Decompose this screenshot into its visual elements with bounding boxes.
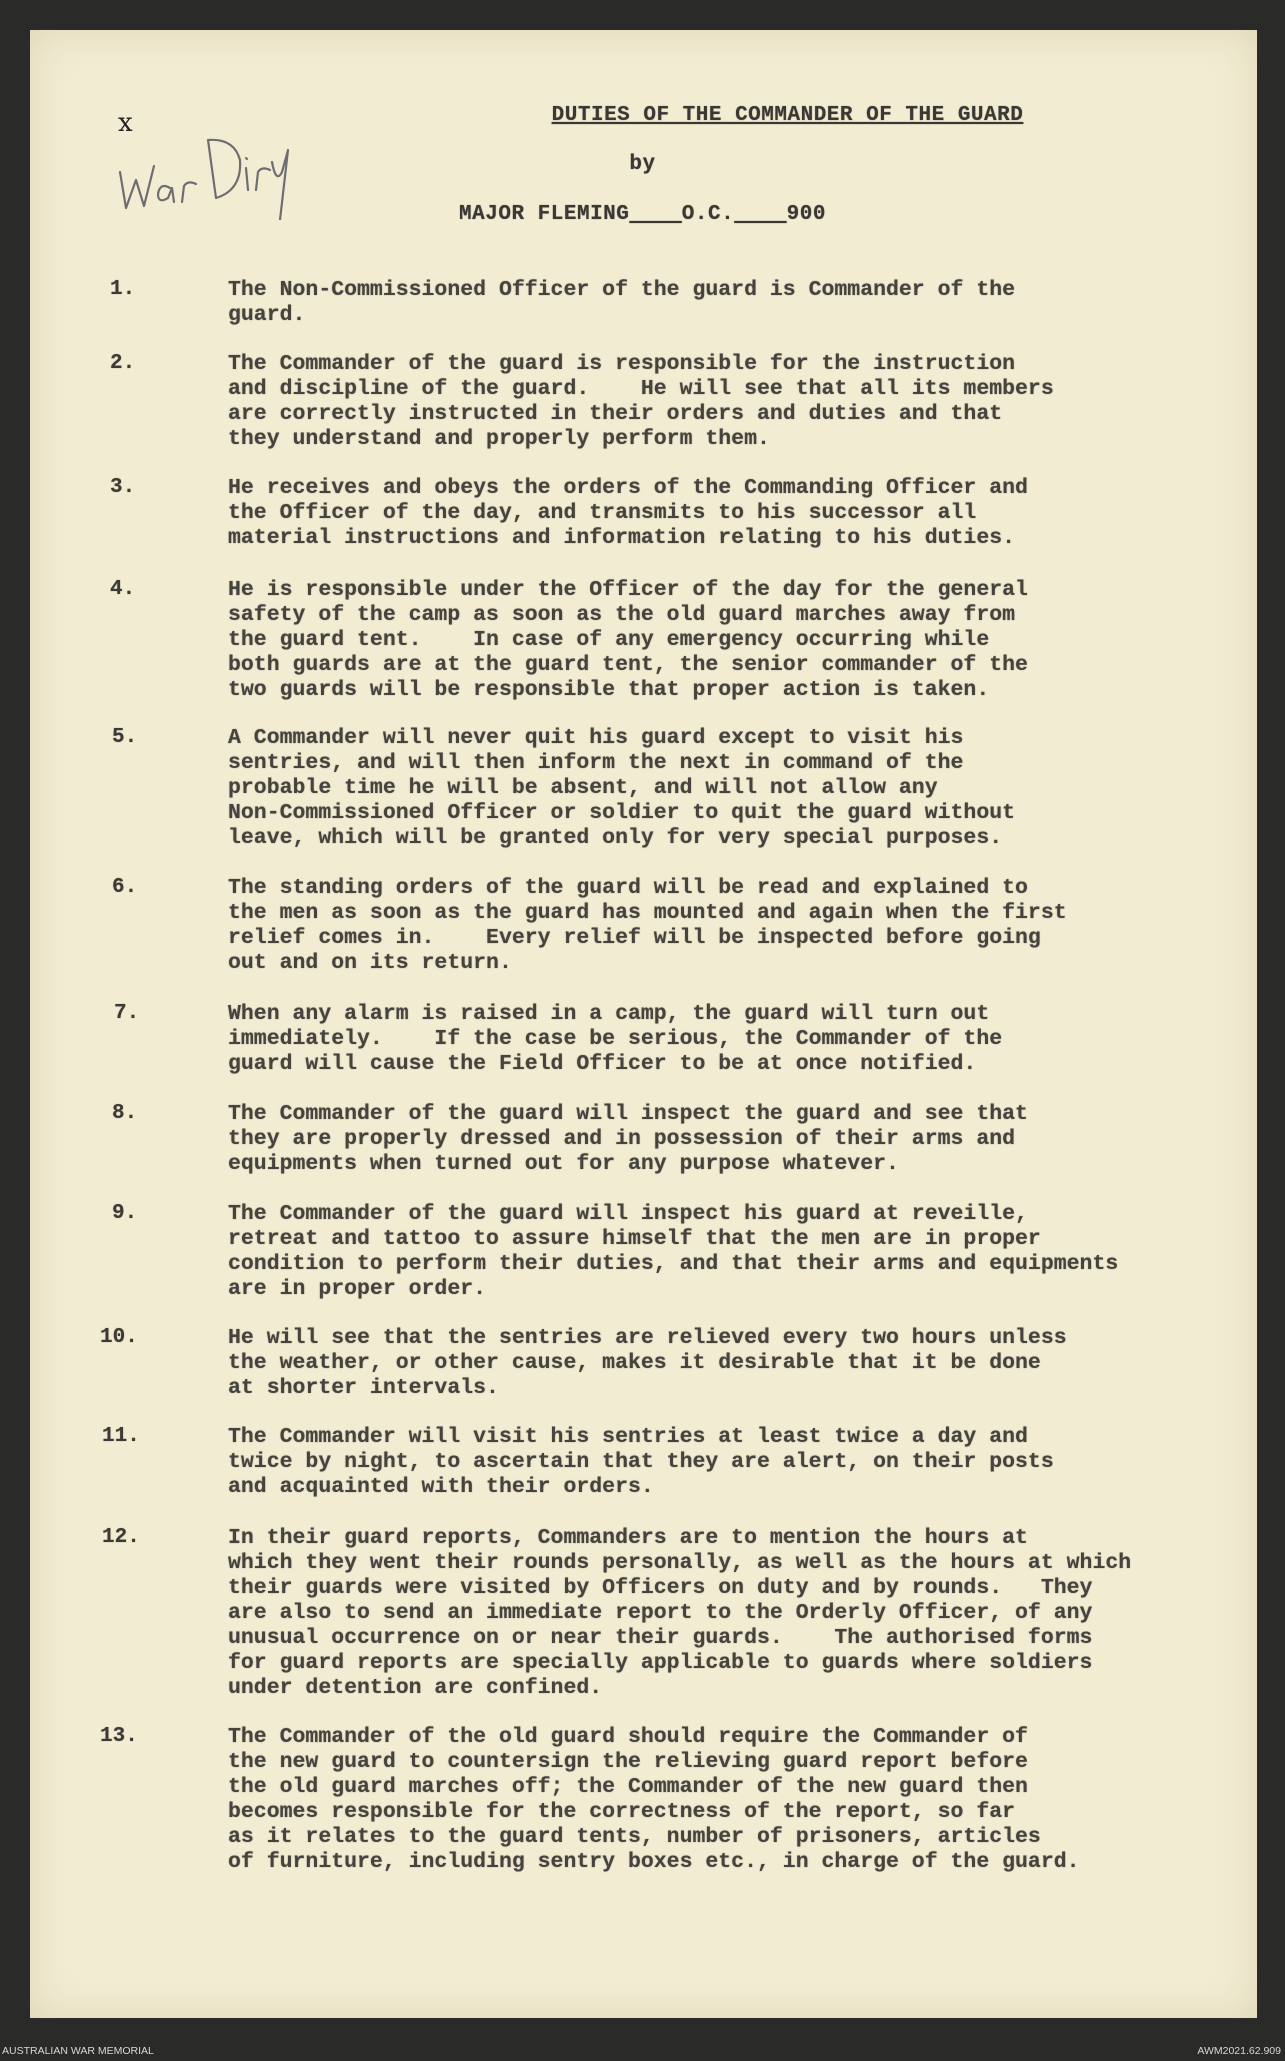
item-text xyxy=(228,1326,1268,1401)
item-line: are also to send an immediate report to the Orderly Officer, of any xyxy=(228,1601,1093,1625)
item-line: The Non-Commissioned Officer of the guard is Commander of the xyxy=(228,278,1016,302)
item-line: the weather, or other cause, makes it desirable that it be done xyxy=(228,1351,1041,1375)
item-line: the old guard marches off; the Commander of the new guard then xyxy=(228,1775,1028,1799)
item-number: 13. xyxy=(100,1725,138,1748)
item-line: He is responsible under the Officer of the day for the general xyxy=(228,578,1028,602)
item-line: safety of the camp as soon as the old guard marches away from xyxy=(228,603,1016,627)
item-line: the guard tent. In case of any emergency occurring while xyxy=(228,628,990,652)
item-number: 6. xyxy=(112,876,138,899)
author-line xyxy=(0,203,1285,226)
by-line: by xyxy=(629,153,656,176)
item-number: 3. xyxy=(110,476,136,499)
item-line: The Commander of the guard is responsible for the instruction xyxy=(228,352,1016,376)
item-line: condition to perform their duties, and that their arms and equipments xyxy=(228,1252,1119,1276)
item-line: sentries, and will then inform the next in command of the xyxy=(228,751,964,775)
item-text xyxy=(228,278,1268,328)
footer-institution: AUSTRALIAN WAR MEMORIAL xyxy=(2,2045,154,2057)
item-line: as it relates to the guard tents, number of prisoners, articles xyxy=(228,1825,1041,1849)
handwritten-mark: x xyxy=(118,108,133,138)
item-line: for guard reports are specially applicable to guards where soldiers xyxy=(228,1651,1093,1675)
item-text xyxy=(228,1725,1268,1875)
author-role: O.C. xyxy=(681,203,735,226)
item-line: relief comes in. Every relief will be inspected before going xyxy=(228,926,1041,950)
item-line: Non-Commissioned Officer or soldier to quit the guard without xyxy=(228,801,1016,825)
item-text xyxy=(228,352,1268,452)
item-text xyxy=(228,1425,1268,1500)
item-line: leave, which will be granted only for very special purposes. xyxy=(228,826,1003,850)
item-line: probable time he will be absent, and will not allow any xyxy=(228,776,938,800)
item-line: guard will cause the Field Officer to be at once notified. xyxy=(228,1052,977,1076)
item-line: unusual occurrence on or near their guards. The authorised forms xyxy=(228,1626,1093,1650)
item-line: are in proper order. xyxy=(228,1277,487,1301)
item-line: and discipline of the guard. He will see that all its members xyxy=(228,377,1054,401)
item-line: retreat and tattoo to assure himself that the men are in proper xyxy=(228,1227,1041,1251)
item-line: out and on its return. xyxy=(228,951,512,975)
item-line: under detention are confined. xyxy=(228,1676,603,1700)
item-line: The standing orders of the guard will be read and explained to xyxy=(228,876,1028,900)
item-line: becomes responsible for the correctness of the report, so far xyxy=(228,1800,1016,1824)
item-line: they understand and properly perform them. xyxy=(228,427,770,451)
item-line: material instructions and information relating to his duties. xyxy=(228,526,1016,550)
item-line: The Commander of the guard will inspect the guard and see that xyxy=(228,1102,1028,1126)
item-line: two guards will be responsible that proper action is taken. xyxy=(228,678,990,702)
item-line: equipments when turned out for any purpose whatever. xyxy=(228,1152,899,1176)
item-line: When any alarm is raised in a camp, the guard will turn out xyxy=(228,1002,990,1026)
item-line: guard. xyxy=(228,303,306,327)
item-text xyxy=(228,1002,1268,1077)
item-line: the new guard to countersign the relieving guard report before xyxy=(228,1750,1028,1774)
item-text xyxy=(228,726,1268,851)
item-line: He will see that the sentries are relieved every two hours unless xyxy=(228,1326,1067,1350)
item-line: and acquainted with their orders. xyxy=(228,1475,654,1499)
author-name: MAJOR FLEMING xyxy=(459,203,630,226)
author-unit: 900 xyxy=(786,203,826,226)
document-title: DUTIES OF THE COMMANDER OF THE GUARD xyxy=(551,104,1024,127)
item-line: He receives and obeys the orders of the Commanding Officer and xyxy=(228,476,1028,500)
item-text xyxy=(228,476,1268,551)
item-line: they are properly dressed and in possession of their arms and xyxy=(228,1127,1016,1151)
item-number: 9. xyxy=(112,1202,138,1225)
item-line: In their guard reports, Commanders are to mention the hours at xyxy=(228,1526,1028,1550)
item-line: immediately. If the case be serious, the Commander of the xyxy=(228,1027,1003,1051)
item-line: their guards were visited by Officers on duty and by rounds. They xyxy=(228,1576,1093,1600)
item-number: 7. xyxy=(114,1002,140,1025)
item-line: twice by night, to ascertain that they are alert, on their posts xyxy=(228,1450,1054,1474)
item-text xyxy=(228,1202,1268,1302)
item-line: the Officer of the day, and transmits to his successor all xyxy=(228,501,977,525)
item-text xyxy=(228,1102,1268,1177)
item-number: 5. xyxy=(112,726,138,749)
item-text xyxy=(228,1526,1268,1701)
item-number: 4. xyxy=(110,578,136,601)
item-number: 11. xyxy=(102,1425,140,1448)
item-line: are correctly instructed in their orders and duties and that xyxy=(228,402,1003,426)
item-line: of furniture, including sentry boxes etc., in charge of the guard. xyxy=(228,1850,1080,1874)
item-line: The Commander will visit his sentries at least twice a day and xyxy=(228,1425,1028,1449)
item-number: 2. xyxy=(110,352,136,375)
item-text xyxy=(228,578,1268,703)
item-number: 1. xyxy=(110,278,136,301)
item-line: both guards are at the guard tent, the senior commander of the xyxy=(228,653,1028,677)
item-line: The Commander of the guard will inspect his guard at reveille, xyxy=(228,1202,1028,1226)
item-number: 10. xyxy=(100,1326,138,1349)
item-line: A Commander will never quit his guard except to visit his xyxy=(228,726,964,750)
item-text xyxy=(228,876,1268,976)
item-number: 8. xyxy=(112,1102,138,1125)
item-line: the men as soon as the guard has mounted and again when the first xyxy=(228,901,1067,925)
item-number: 12. xyxy=(102,1526,140,1549)
item-line: at shorter intervals. xyxy=(228,1376,499,1400)
item-line: The Commander of the old guard should require the Commander of xyxy=(228,1725,1028,1749)
item-line: which they went their rounds personally, as well as the hours at which xyxy=(228,1551,1132,1575)
footer-reference: AWM2021.62.909 xyxy=(1197,2045,1281,2057)
